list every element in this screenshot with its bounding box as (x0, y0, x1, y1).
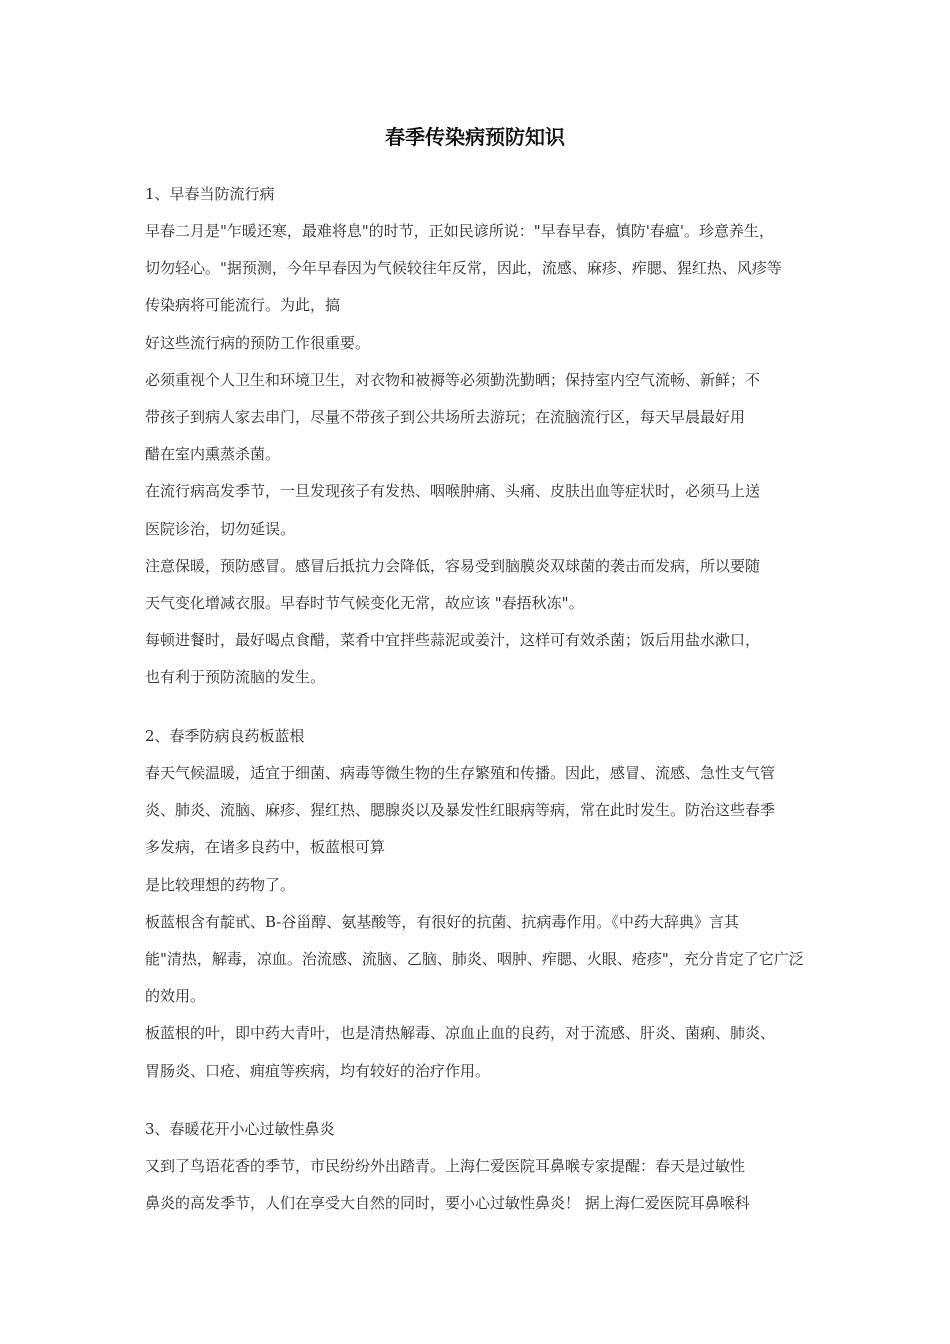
paragraph (145, 213, 815, 325)
text-line: 好这些流行病的预防工作很重要。 (145, 333, 371, 352)
paragraph (145, 904, 815, 1016)
text-line: 的效用。 (145, 987, 206, 1006)
section-3-heading: 3、春暖花开小心过敏性鼻炎 (145, 1120, 335, 1138)
text-line: 医院诊治，切勿延误。 (145, 519, 296, 538)
paragraph (145, 548, 815, 622)
text-line: 必须重视个人卫生和环境卫生，对衣物和被褥等必须勤洗勤晒；保持室内空气流畅、新鲜；不 (145, 370, 761, 389)
text-line: 春天气候温暖，适宜于细菌、病毒等微生物的生存繁殖和传播。因此，感冒、流感、急性支气管 (145, 764, 776, 782)
text-line: 是比较理想的药物了。 (145, 875, 296, 894)
text-line: 炎、肺炎、流脑、麻疹、猩红热、腮腺炎以及暴发性红眼病等病，常在此时发生。防治这些春季 (145, 801, 776, 820)
section-1-body (145, 213, 815, 697)
text-line: 带孩子到病人家去串门，尽量不带孩子到公共场所去游玩；在流脑流行区，每天早晨最好用 (145, 408, 746, 427)
section-2-heading: 2、春季防病良药板蓝根 (145, 727, 305, 745)
section-2-body (145, 755, 815, 1090)
text-line: 胃肠炎、口疮、痈疽等疾病，均有较好的治疗作用。 (145, 1061, 491, 1080)
paragraph (145, 1148, 815, 1222)
text-line: 在流行病高发季节，一旦发现孩子有发热、咽喉肿痛、头痛、皮肤出血等症状时，必须马上送 (145, 482, 761, 501)
text-line: 早春二月是"乍暖还寒，最难将息"的时节，正如民谚所说："早春早春，慎防'春瘟'。珍意养生， (145, 222, 774, 240)
paragraph (145, 362, 815, 474)
paragraph (145, 622, 815, 696)
text-line: 注意保暖，预防感冒。感冒后抵抗力会降低，容易受到脑膜炎双球菌的袭击而发病，所以要随 (145, 556, 761, 575)
text-line: 能"清热，解毒，凉血。治流感、流脑、乙脑、肺炎、咽肿、痄腮、火眼、疮疹"，充分肯定了它广泛 (145, 950, 804, 969)
paragraph (145, 473, 815, 547)
text-line: 切勿轻心。"据预测，今年早春因为气候较往年反常，因此，流感、麻疹、痄腮、猩红热、风疹等 (145, 259, 782, 278)
text-line: 板蓝根的叶，即中药大青叶，也是清热解毒、凉血止血的良药，对于流感、肝炎、菌痢、肺炎、 (145, 1024, 776, 1043)
text-line: 传染病将可能流行。为此，搞 (145, 296, 341, 315)
paragraph (145, 755, 815, 867)
section-3-body (145, 1148, 815, 1222)
section-1-heading: 1、早春当防流行病 (145, 185, 275, 203)
text-line: 每顿进餐时，最好喝点食醋，菜肴中宜拌些蒜泥或姜汁，这样可有效杀菌；饭后用盐水漱口， (145, 631, 761, 650)
document-title: 春季传染病预防知识 (385, 125, 565, 149)
text-line: 鼻炎的高发季节，人们在享受大自然的同时，要小心过敏性鼻炎！ 据上海仁爱医院耳鼻喉科 (145, 1194, 750, 1213)
text-line: 醋在室内熏蒸杀菌。 (145, 445, 281, 464)
paragraph (145, 867, 815, 904)
text-line: 板蓝根含有靛甙、B-谷甾醇、氨基酸等，有很好的抗菌、抗病毒作用。《中药大辞典》言其 (145, 912, 739, 931)
paragraph (145, 325, 815, 362)
paragraph (145, 1015, 815, 1089)
text-line: 也有利于预防流脑的发生。 (145, 668, 326, 687)
text-line: 多发病，在诸多良药中，板蓝根可算 (145, 838, 386, 857)
text-line: 又到了鸟语花香的季节，市民纷纷外出踏青。上海仁爱医院耳鼻喉专家提醒：春天是过敏性 (145, 1157, 746, 1175)
text-line: 天气变化增减衣服。早春时节气候变化无常，故应该 "春捂秋冻"。 (145, 594, 584, 613)
